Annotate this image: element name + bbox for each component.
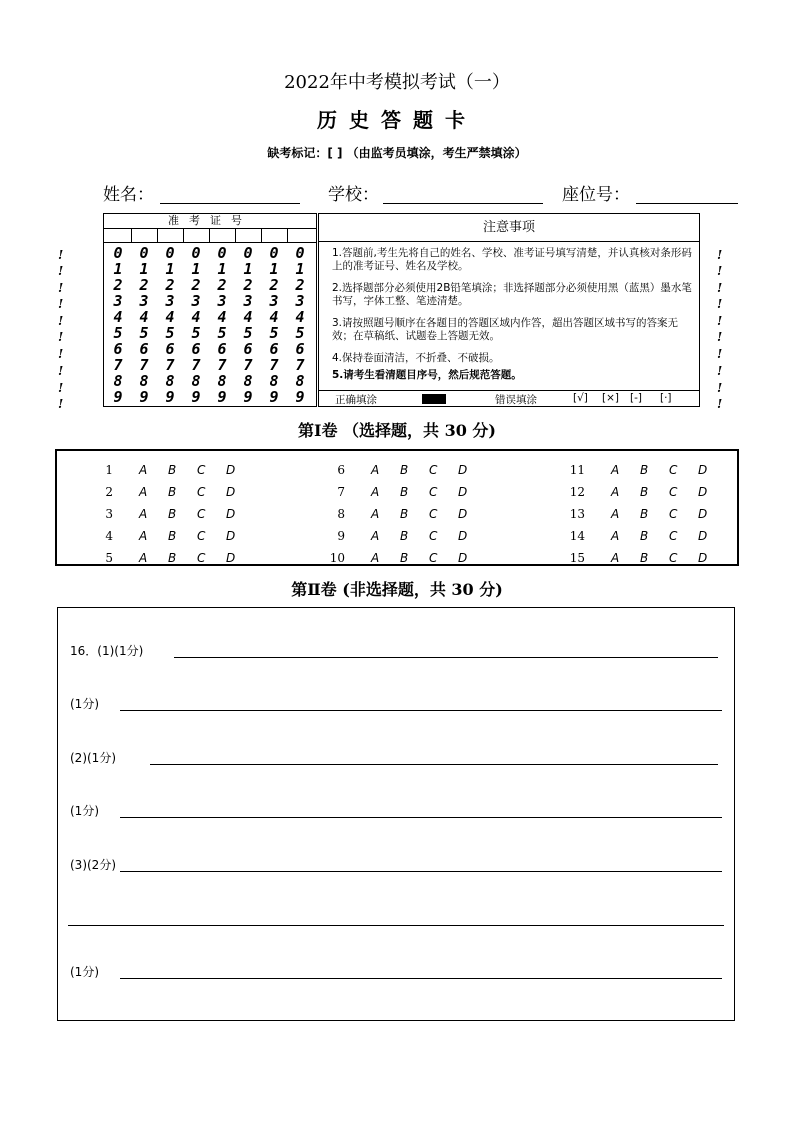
mc-option-c-bubble[interactable]: C [669,529,678,543]
answer-line[interactable] [120,817,722,818]
exam-id-digit-bubble[interactable]: 5 [113,324,123,342]
mc-option-c-bubble[interactable]: C [669,463,678,477]
exam-id-digit-bubble[interactable]: 6 [269,340,279,358]
answer-label: (2)(1分) [70,751,116,765]
mc-option-d-bubble[interactable]: D [458,507,468,521]
correct-fill-swatch [422,394,446,404]
exam-id-digit-bubble[interactable]: 3 [217,292,227,310]
mc-option-d-bubble[interactable]: D [698,485,708,499]
mc-option-d-bubble[interactable]: D [226,507,236,521]
exam-id-divider [104,242,316,243]
mc-question-number: 7 [337,485,345,499]
exam-id-cell-divider [131,228,132,242]
margin-mark: ! [717,281,723,295]
margin-mark: ! [717,297,723,311]
exam-id-digit-bubble[interactable]: 8 [165,372,175,390]
exam-id-digit-bubble[interactable]: 7 [243,356,253,374]
exam-id-digit-bubble[interactable]: 9 [217,388,227,406]
mc-option-a-bubble[interactable]: A [371,551,380,565]
exam-id-digit-bubble[interactable]: 5 [217,324,227,342]
mc-option-b-bubble[interactable]: B [168,529,177,543]
exam-id-digit-bubble[interactable]: 1 [165,260,175,278]
note-item-4: 4.保持卷面清洁，不折叠、不破损。 [332,352,500,364]
exam-id-digit-bubble[interactable]: 8 [269,372,279,390]
exam-id-digit-bubble[interactable]: 2 [113,276,123,294]
mc-option-d-bubble[interactable]: D [226,463,236,477]
mc-option-b-bubble[interactable]: B [640,507,649,521]
answer-label: (1分) [70,697,99,711]
mc-question-number: 8 [337,507,345,521]
exam-id-cell-divider [235,228,236,242]
mc-question-number: 10 [329,551,345,565]
answer-line[interactable] [120,710,722,711]
exam-id-digit-bubble[interactable]: 0 [217,244,227,262]
note-item-5: 5.请考生看清题目序号，然后规范答题。 [332,369,522,381]
mc-question-number: 2 [105,485,113,499]
exam-id-digit-bubble[interactable]: 8 [191,372,201,390]
margin-mark: ! [58,248,64,262]
exam-id-digit-bubble[interactable]: 1 [295,260,305,278]
mc-option-a-bubble[interactable]: A [611,485,620,499]
exam-id-cell-divider [287,228,288,242]
mc-option-a-bubble[interactable]: A [139,485,148,499]
mc-option-a-bubble[interactable]: A [371,529,380,543]
mc-option-c-bubble[interactable]: C [429,485,438,499]
mc-option-a-bubble[interactable]: A [611,551,620,565]
exam-id-digit-bubble[interactable]: 3 [295,292,305,310]
margin-mark: ! [717,364,723,378]
mc-option-d-bubble[interactable]: D [698,529,708,543]
exam-id-digit-bubble[interactable]: 2 [295,276,305,294]
wrong-mark-1: [√] [573,392,588,404]
exam-id-digit-bubble[interactable]: 2 [269,276,279,294]
exam-id-column [211,245,233,405]
school-label: 学校： [328,185,379,205]
exam-id-column [133,245,155,405]
exam-id-digit-bubble[interactable]: 7 [217,356,227,374]
wrong-mark-3: [-] [630,392,642,404]
exam-id-digit-bubble[interactable]: 2 [243,276,253,294]
mc-option-c-bubble[interactable]: C [197,551,206,565]
margin-mark: ! [717,347,723,361]
mc-option-c-bubble[interactable]: C [197,529,206,543]
mc-question-number: 12 [569,485,585,499]
margin-mark: ! [58,397,64,411]
answer-line[interactable] [68,925,724,926]
margin-mark: ! [58,364,64,378]
answer-line[interactable] [120,978,722,979]
mc-option-c-bubble[interactable]: C [669,485,678,499]
answer-box [57,607,735,1021]
margin-mark: ! [717,264,723,278]
exam-id-digit-bubble[interactable]: 5 [165,324,175,342]
answer-label: (3)(2分) [70,858,116,872]
exam-id-digit-bubble[interactable]: 7 [295,356,305,374]
exam-id-digit-bubble[interactable]: 6 [113,340,123,358]
exam-id-digit-bubble[interactable]: 9 [191,388,201,406]
exam-id-digit-bubble[interactable]: 0 [113,244,123,262]
exam-id-column [107,245,129,405]
exam-id-digit-bubble[interactable]: 2 [139,276,149,294]
exam-id-digit-bubble[interactable]: 9 [139,388,149,406]
mc-question-number: 6 [337,463,345,477]
exam-id-digit-bubble[interactable]: 4 [165,308,175,326]
mc-question-number: 15 [569,551,585,565]
exam-id-digit-bubble[interactable]: 1 [113,260,123,278]
mc-option-c-bubble[interactable]: C [429,551,438,565]
mc-option-b-bubble[interactable]: B [168,485,177,499]
mc-option-a-bubble[interactable]: A [139,551,148,565]
answer-label: (1分) [70,804,99,818]
mc-option-c-bubble[interactable]: C [429,463,438,477]
margin-mark: ! [58,330,64,344]
mc-option-c-bubble[interactable]: C [429,507,438,521]
mc-option-d-bubble[interactable]: D [458,463,468,477]
exam-id-digit-bubble[interactable]: 1 [191,260,201,278]
answer-label: (1分) [70,965,99,979]
exam-id-digit-bubble[interactable]: 6 [243,340,253,358]
exam-id-digit-bubble[interactable]: 9 [165,388,175,406]
exam-id-digit-bubble[interactable]: 3 [243,292,253,310]
mc-question-number: 9 [337,529,345,543]
mc-option-a-bubble[interactable]: A [611,529,620,543]
exam-id-digit-bubble[interactable]: 8 [113,372,123,390]
exam-id-digit-bubble[interactable]: 2 [217,276,227,294]
mc-option-a-bubble[interactable]: A [611,463,620,477]
exam-id-digit-bubble[interactable]: 7 [191,356,201,374]
exam-id-digit-bubble[interactable]: 0 [243,244,253,262]
answer-line[interactable] [150,764,718,765]
note-item-2: 2.选择题部分必须使用2B铅笔填涂；非选择题部分必须使用黑（蓝黑）墨水笔书写，字体工整、笔迹清楚。 [332,282,692,307]
exam-id-digit-bubble[interactable]: 1 [217,260,227,278]
mc-option-c-bubble[interactable]: C [669,507,678,521]
exam-id-column [159,245,181,405]
margin-mark: ! [717,330,723,344]
mc-option-a-bubble[interactable]: A [371,485,380,499]
mc-question-number: 11 [569,463,585,477]
notes-box [318,213,700,407]
mc-option-c-bubble[interactable]: C [197,485,206,499]
wrong-mark-4: [·] [660,392,672,404]
mc-question-number: 5 [105,551,113,565]
mc-option-b-bubble[interactable]: B [400,529,409,543]
exam-id-digit-bubble[interactable]: 8 [139,372,149,390]
exam-id-column [263,245,285,405]
margin-mark: ! [717,314,723,328]
exam-id-digit-bubble[interactable]: 4 [217,308,227,326]
exam-id-digit-bubble[interactable]: 6 [191,340,201,358]
fill-example-row [319,390,699,407]
exam-id-header: 准考证号 [104,214,316,229]
exam-id-digit-bubble[interactable]: 4 [139,308,149,326]
mc-option-b-bubble[interactable]: B [400,463,409,477]
margin-mark: ! [58,281,64,295]
mc-option-a-bubble[interactable]: A [611,507,620,521]
mc-option-d-bubble[interactable]: D [226,551,236,565]
mc-option-d-bubble[interactable]: D [458,529,468,543]
exam-id-digit-bubble[interactable]: 6 [139,340,149,358]
mc-option-a-bubble[interactable]: A [371,463,380,477]
section2-title: 第Ⅱ卷 (非选择题，共 30 分) [291,580,503,599]
exam-id-cell-divider [209,228,210,242]
exam-id-digit-bubble[interactable]: 9 [269,388,279,406]
exam-id-digit-bubble[interactable]: 7 [165,356,175,374]
exam-id-digit-bubble[interactable]: 9 [113,388,123,406]
seat-field[interactable] [636,203,738,204]
mc-option-d-bubble[interactable]: D [698,551,708,565]
exam-id-digit-bubble[interactable]: 4 [191,308,201,326]
exam-id-digit-bubble[interactable]: 1 [243,260,253,278]
mc-question-number: 4 [105,529,113,543]
exam-id-digit-bubble[interactable]: 9 [295,388,305,406]
answer-line[interactable] [120,871,722,872]
exam-id-digit-bubble[interactable]: 1 [139,260,149,278]
note-item-3: 3.请按照题号顺序在各题目的答题区域内作答，超出答题区域书写的答案无效；在草稿纸、试题卷上答题无效。 [332,317,679,342]
mc-question-number: 1 [105,463,113,477]
mc-question-number: 3 [105,507,113,521]
multiple-choice-box [55,449,739,566]
margin-mark: ! [58,347,64,361]
exam-id-digit-bubble[interactable]: 7 [113,356,123,374]
name-field[interactable] [160,203,300,204]
exam-id-digit-bubble[interactable]: 3 [191,292,201,310]
mc-option-a-bubble[interactable]: A [139,529,148,543]
exam-id-digit-bubble[interactable]: 2 [165,276,175,294]
note-item-1: 1.答题前,考生先将自己的姓名、学校、准考证号填写清楚，并认真核对条形码上的准考证号、姓名及学校。 [332,247,692,272]
exam-id-digit-bubble[interactable]: 5 [139,324,149,342]
mc-question-number: 13 [569,507,585,521]
absent-mark-line: 缺考标记：[ ] （由监考员填涂，考生严禁填涂） [267,146,527,160]
mc-option-a-bubble[interactable]: A [139,463,148,477]
mc-option-b-bubble[interactable]: B [640,551,649,565]
exam-id-digit-bubble[interactable]: 9 [243,388,253,406]
mc-option-d-bubble[interactable]: D [226,485,236,499]
mc-option-a-bubble[interactable]: A [371,507,380,521]
margin-mark: ! [58,264,64,278]
exam-id-digit-bubble[interactable]: 7 [139,356,149,374]
mc-option-b-bubble[interactable]: B [640,485,649,499]
exam-id-digit-bubble[interactable]: 5 [269,324,279,342]
exam-id-cell-divider [183,228,184,242]
mc-option-d-bubble[interactable]: D [458,551,468,565]
exam-id-digit-bubble[interactable]: 0 [191,244,201,262]
mc-option-b-bubble[interactable]: B [400,485,409,499]
exam-id-digit-bubble[interactable]: 4 [295,308,305,326]
mc-question-number: 14 [569,529,585,543]
exam-id-digit-bubble[interactable]: 4 [269,308,279,326]
exam-id-digit-bubble[interactable]: 8 [243,372,253,390]
name-label: 姓名： [103,185,154,205]
school-field[interactable] [383,203,543,204]
exam-id-digit-bubble[interactable]: 8 [217,372,227,390]
seat-label: 座位号： [562,185,630,205]
mc-option-d-bubble[interactable]: D [698,507,708,521]
exam-id-box [103,213,317,407]
exam-id-digit-bubble[interactable]: 4 [113,308,123,326]
mc-option-c-bubble[interactable]: C [197,463,206,477]
exam-id-digit-bubble[interactable]: 4 [243,308,253,326]
mc-option-b-bubble[interactable]: B [168,463,177,477]
mc-option-d-bubble[interactable]: D [698,463,708,477]
answer-line[interactable] [174,657,718,658]
mc-option-c-bubble[interactable]: C [197,507,206,521]
mc-option-b-bubble[interactable]: B [400,551,409,565]
exam-id-digit-bubble[interactable]: 7 [269,356,279,374]
margin-mark: ! [58,381,64,395]
exam-id-digit-bubble[interactable]: 5 [191,324,201,342]
answer-label: 16．(1)(1分) [70,644,144,658]
mc-option-c-bubble[interactable]: C [429,529,438,543]
mc-option-b-bubble[interactable]: B [640,529,649,543]
mc-option-a-bubble[interactable]: A [139,507,148,521]
mc-option-b-bubble[interactable]: B [168,551,177,565]
exam-id-digit-bubble[interactable]: 3 [165,292,175,310]
wrong-mark-2: [×] [602,392,619,404]
exam-id-digit-bubble[interactable]: 3 [113,292,123,310]
margin-mark: ! [58,314,64,328]
exam-id-digit-bubble[interactable]: 0 [295,244,305,262]
mc-option-c-bubble[interactable]: C [669,551,678,565]
exam-id-digit-bubble[interactable]: 3 [139,292,149,310]
exam-id-digit-bubble[interactable]: 5 [295,324,305,342]
mc-option-d-bubble[interactable]: D [458,485,468,499]
exam-id-digit-bubble[interactable]: 6 [295,340,305,358]
exam-id-digit-bubble[interactable]: 0 [139,244,149,262]
exam-id-digit-bubble[interactable]: 0 [165,244,175,262]
section1-title: 第Ⅰ卷 （选择题，共 30 分) [297,421,497,440]
margin-mark: ! [717,397,723,411]
exam-id-digit-bubble[interactable]: 0 [269,244,279,262]
mc-option-b-bubble[interactable]: B [400,507,409,521]
exam-id-digit-bubble[interactable]: 6 [165,340,175,358]
exam-id-column [289,245,311,405]
exam-id-digit-bubble[interactable]: 2 [191,276,201,294]
wrong-fill-label: 错误填涂 [495,394,537,406]
exam-id-digit-bubble[interactable]: 8 [295,372,305,390]
margin-mark: ! [717,248,723,262]
margin-mark: ! [717,381,723,395]
exam-id-cell-divider [261,228,262,242]
notes-title: 注意事项 [319,214,699,242]
exam-id-cell-divider [157,228,158,242]
exam-id-digit-bubble[interactable]: 3 [269,292,279,310]
correct-fill-label: 正确填涂 [335,394,377,406]
margin-mark: ! [58,297,64,311]
mc-option-b-bubble[interactable]: B [168,507,177,521]
exam-id-column [185,245,207,405]
exam-id-digit-bubble[interactable]: 5 [243,324,253,342]
exam-id-digit-bubble[interactable]: 6 [217,340,227,358]
exam-id-digit-bubble[interactable]: 1 [269,260,279,278]
exam-id-column [237,245,259,405]
exam-title: 2022年中考模拟考试（一） [284,72,510,93]
mc-option-b-bubble[interactable]: B [640,463,649,477]
mc-option-d-bubble[interactable]: D [226,529,236,543]
subject-title: 历史答题卡 [317,108,477,132]
